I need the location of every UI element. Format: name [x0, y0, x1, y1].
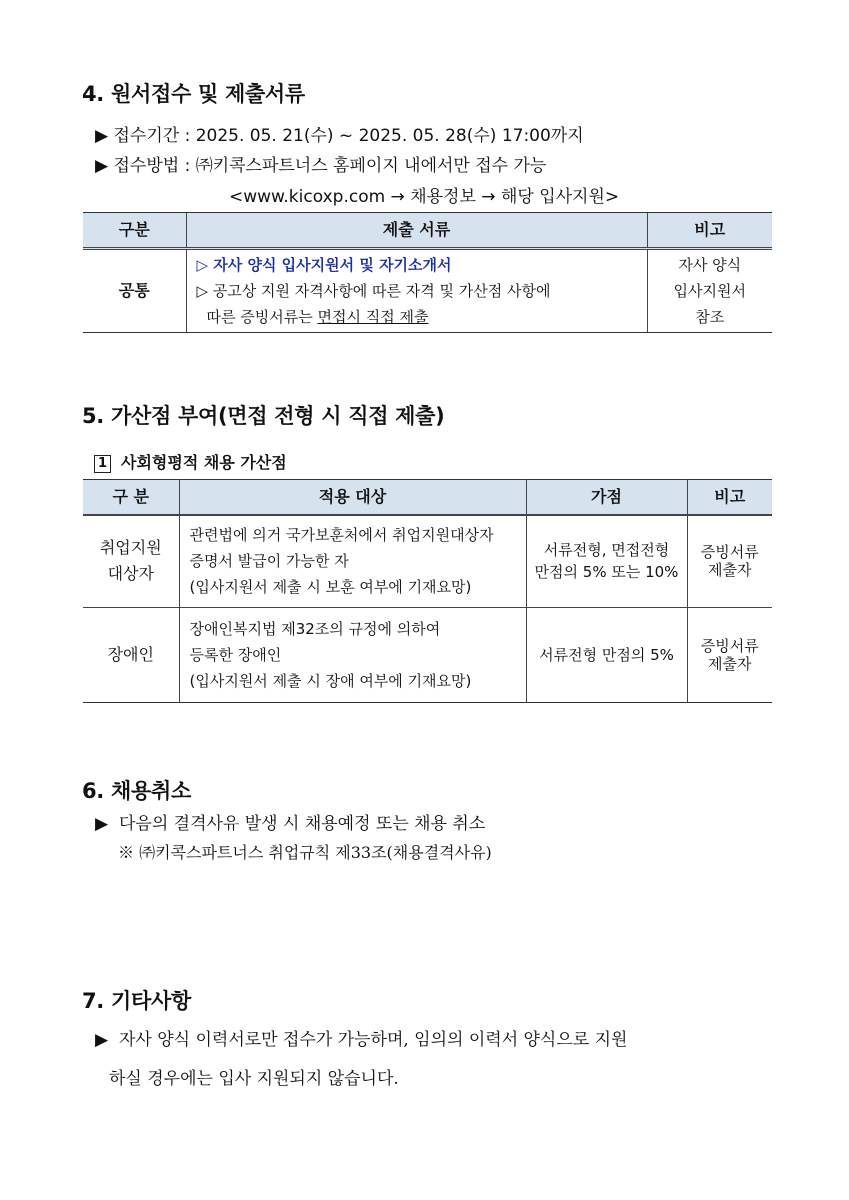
note-cell: [687, 515, 772, 607]
target-line-3: (입사지원서 제출 시 보훈 여부에 기재요망): [189, 578, 472, 597]
note-line-2: 제출자: [708, 561, 752, 580]
points-cell: [526, 607, 687, 702]
document-line-1: ▷ 자사 양식 입사지원서 및 자기소개서: [196, 256, 452, 274]
cancel-line-2: ※ ㈜키콕스파트너스 취업규칙 제33조(채용결격사유): [118, 843, 492, 862]
note-line-1: 증빙서류: [700, 636, 759, 655]
points-line-2: 만점의 5% 또는 10%: [534, 563, 679, 582]
receipt-period: ▶ 접수기간 : 2025. 05. 21(수) ~ 2025. 05. 28(수) 17:00까지: [95, 126, 584, 146]
note-line-2: 제출자: [708, 654, 752, 673]
other-line-1: [95, 1025, 627, 1050]
section-7-title: 7. 기타사항: [82, 989, 191, 1013]
triangle-bullet-icon: ▶: [95, 1030, 109, 1050]
triangle-bullet-icon: ▶: [95, 814, 109, 834]
points-line-1: 서류전형 만점의 5%: [539, 645, 674, 664]
header-note: 비고: [687, 480, 772, 516]
header-documents: 제출 서류: [186, 213, 647, 249]
points-cell: [526, 515, 687, 607]
target-cell: [179, 607, 526, 702]
bonus-points-table: [83, 479, 772, 703]
note-cell: [647, 249, 772, 333]
note-line-3: 참조: [695, 308, 725, 326]
documents-table: [83, 212, 772, 333]
receipt-method: ▶ 접수방법 : ㈜키콕스파트너스 홈페이지 내에서만 접수 가능: [95, 156, 547, 176]
target-line-2: 등록한 장애인: [189, 645, 282, 664]
header-category: 구 분: [83, 480, 179, 516]
receipt-url: <www.kicoxp.com → 채용정보 → 해당 입사지원>: [229, 187, 620, 207]
subsection-title-row: [94, 450, 287, 473]
row-label-line-1: 장애인: [107, 644, 154, 664]
header-points: 가점: [526, 480, 687, 516]
target-cell: [179, 515, 526, 607]
cancel-line-1-text: 다음의 결격사유 발생 시 채용예정 또는 채용 취소: [119, 814, 486, 834]
row-label: [83, 515, 179, 607]
target-line-1: 관련법에 의거 국가보훈처에서 취업지원대상자: [189, 526, 494, 545]
note-line-1: 자사 양식: [678, 256, 742, 274]
target-line-2: 증명서 발급이 가능한 자: [189, 552, 349, 571]
points-line-1: 서류전형, 면접전형: [543, 541, 670, 560]
header-target: 적용 대상: [179, 480, 526, 516]
target-line-3: (입사지원서 제출 시 장애 여부에 기재요망): [189, 671, 472, 690]
document-line-3: [197, 304, 647, 330]
cancel-line-1: [95, 809, 485, 834]
document-line-3-underlined: 면접시 직접 제출: [317, 308, 429, 326]
note-line-1: 증빙서류: [700, 543, 759, 562]
row-label-common: 공통: [118, 281, 150, 300]
documents-cell: [186, 249, 647, 333]
document-line-2: ▷ 공고상 지원 자격사항에 따른 자격 및 가산점 사항에: [196, 282, 551, 300]
other-line-1-text: 자사 양식 이력서로만 접수가 가능하며, 임의의 이력서 양식으로 지원: [119, 1030, 628, 1050]
target-line-1: 장애인복지법 제32조의 규정에 의하여: [189, 619, 441, 638]
note-cell: [687, 607, 772, 702]
section-5-title: 5. 가산점 부여(면접 전형 시 직접 제출): [82, 404, 445, 428]
row-label-line-2: 대상자: [107, 564, 154, 584]
section-6-title: 6. 채용취소: [82, 779, 191, 803]
row-label: [83, 607, 179, 702]
subsection-title: 사회형평적 채용 가산점: [121, 453, 287, 472]
header-category: 구분: [83, 213, 186, 249]
note-line-2: 입사지원서: [673, 282, 746, 300]
other-line-2: 하실 경우에는 입사 지원되지 않습니다.: [109, 1069, 399, 1089]
section-4-title: 4. 원서접수 및 제출서류: [82, 82, 305, 106]
document-line-3-text: 따른 증빙서류는: [206, 308, 318, 326]
header-note: 비고: [647, 213, 772, 249]
row-label-line-1: 취업지원: [99, 538, 162, 558]
subsection-number: 1: [94, 455, 111, 473]
